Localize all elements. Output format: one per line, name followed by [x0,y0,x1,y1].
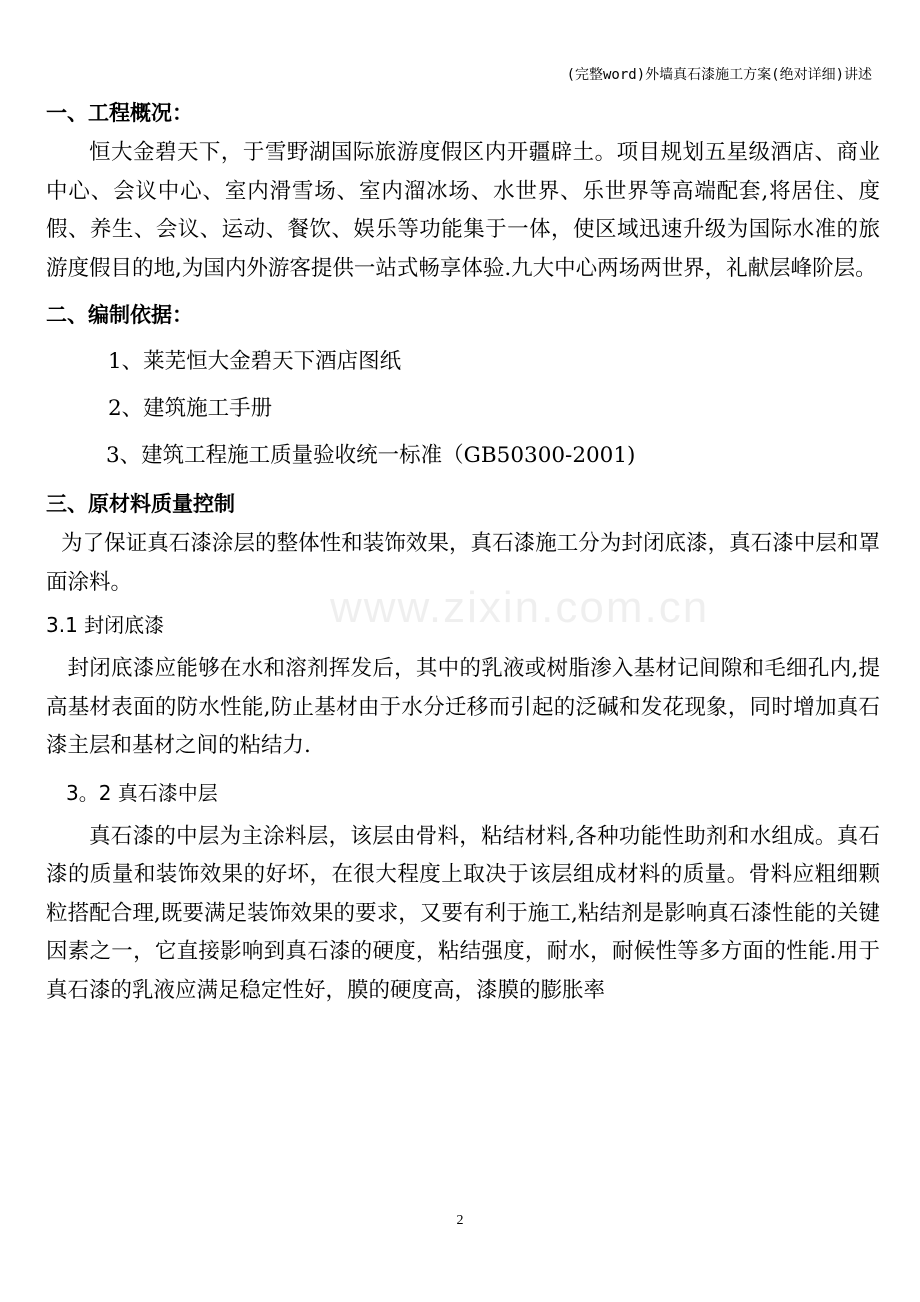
section-2-heading: 二、编制依据： [46,303,193,327]
section-3-intro: 为了保证真石漆涂层的整体性和装饰效果，真石漆施工分为封闭底漆，真石漆中层和罩面涂料。 [46,531,880,595]
document-header-title: (完整word)外墙真石漆施工方案(绝对详细)讲述 [566,67,872,83]
reference-item-1: 1、莱芜恒大金碧天下酒店图纸 [108,349,402,374]
subsection-3-2-title: 3。2 真石漆中层 [66,780,218,805]
document-body [46,94,880,1010]
page-number: 2 [456,1213,464,1228]
reference-item-2: 2、建筑施工手册 [108,396,273,421]
reference-item-3: 3、建筑工程施工质量验收统一标准（GB50300-2001) [106,443,636,468]
subsection-3-1-text: 封闭底漆应能够在水和溶剂挥发后，其中的乳液或树脂渗入基材记间隙和毛细孔内,提高基材表面的防水性能,防止基材由于水分迁移而引起的泛碱和发花现象，同时增加真石漆主层和基材之间的粘结力. [46,656,880,758]
section-3-heading: 三、原材料质量控制 [46,492,235,516]
subsection-3-2-text: 真石漆的中层为主涂料层，该层由骨料，粘结材料,各种功能性助剂和水组成。真石漆的质量和装饰效果的好坏，在很大程度上取决于该层组成材料的质量。骨料应粗细颗粒搭配合理,既要满足装饰效果的要求，又要有利于施工,粘结剂是影响真石漆性能的关键因素之一，它直接影响到真石漆的硬度，粘结强度，耐水，耐候性等多方面的性能.用于真石漆的乳液应满足稳定性好，膜的硬度高，漆膜的膨胀率 [46,823,880,1003]
section-1-heading: 一、工程概况： [46,101,193,125]
section-1-paragraph: 恒大金碧天下，于雪野湖国际旅游度假区内开疆辟土。项目规划五星级酒店、商业中心、会议中心、室内滑雪场、室内溜冰场、水世界、乐世界等高端配套,将居住、度假、养生、会议、运动、餐饮、娱乐等功能集于一体，使区域迅速升级为国际水准的旅游度假目的地,为国内外游客提供一站式畅享体验.九大中心两场两世界，礼献层峰阶层。 [46,140,880,281]
subsection-3-1-title: 3.1 封闭底漆 [46,613,165,637]
watermark: www.zixin.com.cn [330,583,710,632]
